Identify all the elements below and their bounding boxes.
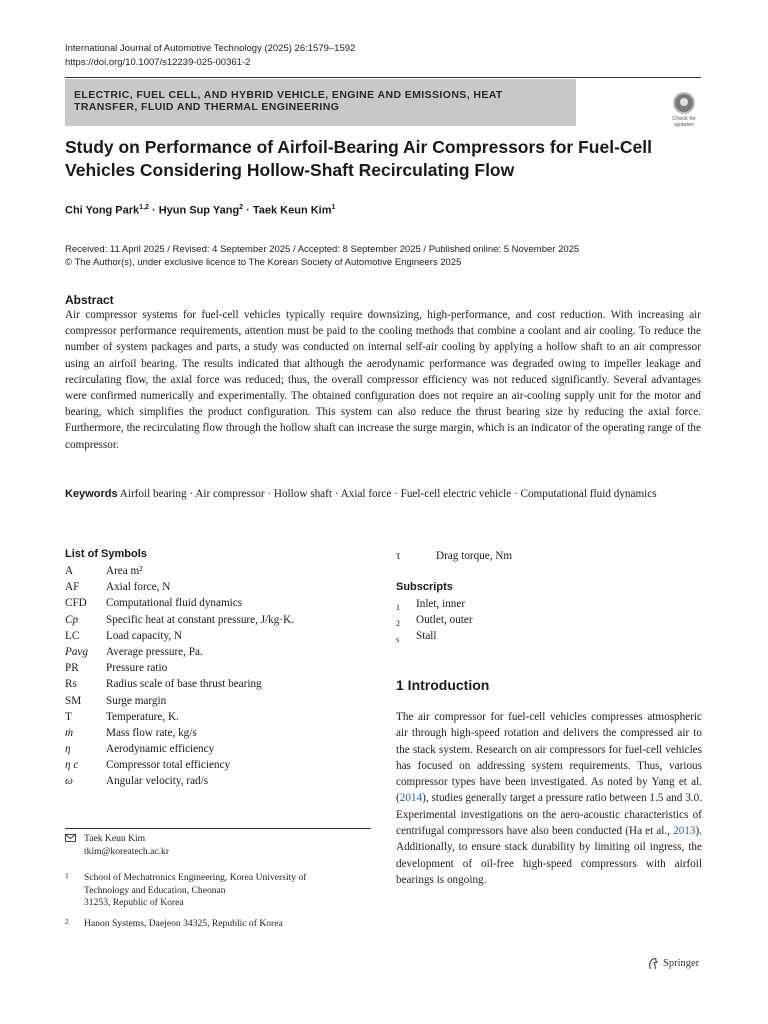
subscripts-list bbox=[396, 596, 696, 645]
affiliation-line: School of Mechatronics Engineering, Korea University of bbox=[84, 872, 307, 883]
category-line-1: ELECTRIC, FUEL CELL, AND HYBRID VEHICLE, ENGINE AND EMISSIONS, HEAT bbox=[74, 89, 503, 101]
keywords-text: Airfoil bearing · Air compressor · Hollow shaft · Axial force · Fuel-cell electric vehicle · Computational fluid dynamics bbox=[119, 488, 657, 500]
affiliation-2 bbox=[84, 918, 364, 931]
symbol: ω bbox=[65, 775, 73, 788]
subscript-row bbox=[396, 612, 696, 628]
abstract-text: Air compressor systems for fuel-cell vehicles typically require downsizing, high-performance, and cost reduction. With increasing air compressor performance requirements, attention must be paid to the cooling methods that combine a coolant and air cooling. To reduce the number of system packages and parts, a study was conducted on internal self-air cooling by applying a hollow shaft to an air compressor using an airfoil bearing. The results indicated that although the aerodynamic performance was degraded owing to impeller leakage and recirculating flow, the axial force was reduced; thus, the overall compressor efficiency was not reduced significantly. Several advantages were confirmed numerically and experimentally. The obtained configuration does not require an air-cooling supply unit for the motor and bearing, which simplifies the product configuration. This system can also reduce the thrust bearing size by reducing the axial force. Furthermore, the recirculating flow through the hollow shaft can increase the surge margin, which is an indicator of the operating range of the compressor. bbox=[65, 309, 701, 451]
author-list bbox=[65, 204, 335, 217]
intro-text-part: ), studies generally target a pressure ratio between 1.5 and 3.0. Experimental investigations on the aero-acoustic characteristics of centrifugal compressors have also been conducted (Ha et al., bbox=[396, 792, 702, 838]
introduction-text bbox=[396, 709, 702, 888]
intro-text-part: ). Additionally, to ensure stack durability by limiting oil ingress, the development of oil-free high-speed compressors with airfoil bearings is ongoing. bbox=[396, 825, 702, 886]
symbol-description: Temperature, K. bbox=[106, 710, 179, 723]
subscript: 2 bbox=[396, 619, 400, 629]
affiliation-line: Technology and Education, Cheonan bbox=[84, 884, 226, 896]
journal-line: International Journal of Automotive Technology (2025) 26:1579–1592 bbox=[65, 43, 356, 54]
symbol: CFD bbox=[65, 597, 87, 610]
symbol: Pavg bbox=[65, 645, 88, 658]
author-name[interactable]: Taek Keun Kim bbox=[252, 204, 332, 217]
symbol-description: Axial force, N bbox=[106, 581, 171, 594]
footnote-rule bbox=[65, 828, 371, 829]
header-rule bbox=[65, 77, 701, 78]
subscripts-heading: Subscripts bbox=[396, 581, 453, 593]
category-line-2: TRANSFER, FLUID AND THERMAL ENGINEERING bbox=[74, 101, 340, 113]
publisher-name: Springer bbox=[663, 958, 700, 969]
symbol-row bbox=[65, 612, 375, 628]
symbol-description: Computational fluid dynamics bbox=[106, 597, 243, 610]
symbol-description: Aerodynamic efficiency bbox=[106, 743, 215, 756]
symbol: η bbox=[65, 743, 71, 756]
intro-text-part: The air compressor for fuel-cell vehicles compresses atmospheric air through high-speed rotation and delivers the compressed air to the stack system. Research on air compressors for fuel-cell vehicles has focused on addressing system requirements. Thus, various compressor types have been investigated. As noted by Yang et al. ( bbox=[396, 711, 702, 805]
symbol-row bbox=[65, 693, 375, 709]
author-separator: · bbox=[243, 204, 253, 217]
symbol-description: Compressor total efficiency bbox=[106, 759, 231, 772]
affiliation-mark: 1 bbox=[331, 204, 336, 211]
symbol: τ bbox=[396, 550, 401, 562]
subscript-description: Inlet, inner bbox=[416, 598, 466, 610]
abstract-heading: Abstract bbox=[65, 293, 114, 307]
subscript-description: Stall bbox=[416, 630, 437, 643]
symbol-description: Area m² bbox=[106, 565, 143, 577]
symbol: ṁ bbox=[65, 726, 74, 739]
symbol-description: Mass flow rate, kg/s bbox=[106, 726, 197, 739]
symbol-row bbox=[65, 676, 375, 692]
check-for-updates-badge[interactable] bbox=[666, 92, 702, 130]
symbol-row bbox=[65, 725, 375, 741]
symbol-description: Drag torque, Nm bbox=[436, 550, 513, 562]
symbol: η c bbox=[65, 759, 79, 772]
symbol-row bbox=[65, 660, 375, 676]
dates-line: Received: 11 April 2025 / Revised: 4 September 2025 / Accepted: 8 September 2025 / Published online: 5 November 2025 bbox=[65, 244, 580, 255]
journal-citation bbox=[65, 42, 355, 70]
symbol-description: Load capacity, N bbox=[106, 629, 182, 642]
subscript: 1 bbox=[396, 603, 400, 612]
symbol-description: Angular velocity, rad/s bbox=[106, 775, 209, 788]
symbol-row bbox=[65, 757, 375, 773]
corresponding-author bbox=[84, 833, 364, 858]
symbol: AF bbox=[65, 581, 80, 594]
symbol: Cp bbox=[65, 613, 79, 626]
symbol-row bbox=[65, 773, 375, 789]
publisher-logo bbox=[647, 957, 699, 970]
corresponding-name: Taek Keun Kim bbox=[84, 833, 146, 844]
symbol-row bbox=[65, 579, 375, 595]
symbol: SM bbox=[65, 694, 82, 707]
symbols-heading: List of Symbols bbox=[65, 548, 147, 560]
symbol-row bbox=[65, 563, 375, 579]
author-name[interactable]: Chi Yong Park bbox=[65, 204, 140, 217]
symbol-description: Specific heat at constant pressure, J/kg·K. bbox=[106, 613, 294, 626]
subscript: s bbox=[396, 635, 400, 645]
keywords-block bbox=[65, 486, 701, 503]
affiliation-mark: 2 bbox=[65, 917, 69, 926]
symbol: T bbox=[65, 710, 72, 723]
symbols-list bbox=[65, 563, 375, 790]
symbol-row bbox=[65, 644, 375, 660]
symbol-row bbox=[65, 595, 375, 611]
symbol: Rs bbox=[65, 678, 77, 691]
crossmark-label: Check for updates bbox=[672, 116, 696, 128]
symbol-description: Surge margin bbox=[106, 694, 167, 707]
symbol: A bbox=[65, 565, 74, 577]
author-separator: · bbox=[148, 204, 159, 217]
symbol-description: Radius scale of base thrust bearing bbox=[106, 678, 262, 691]
introduction-heading: 1 Introduction bbox=[396, 677, 490, 693]
keywords-label: Keywords bbox=[65, 488, 118, 500]
symbol-description: Pressure ratio bbox=[106, 662, 168, 675]
affiliation-line: 31253, Republic of Korea bbox=[84, 897, 184, 908]
symbol: LC bbox=[65, 629, 80, 642]
citation-link[interactable]: 2014 bbox=[399, 792, 423, 805]
symbol-row-tau bbox=[396, 548, 696, 564]
category-label bbox=[74, 89, 574, 113]
copyright-line: © The Author(s), under exclusive licence to The Korean Society of Automotive Engineers 2025 bbox=[65, 257, 462, 268]
subscript-row bbox=[396, 596, 696, 612]
publication-history bbox=[65, 243, 579, 269]
affiliation-line: Hanon Systems, Daejeon 34325, Republic of Korea bbox=[84, 918, 283, 929]
envelope-icon bbox=[65, 834, 81, 847]
affiliation-mark: 1,2 bbox=[139, 204, 149, 211]
crossmark-icon bbox=[673, 92, 695, 114]
symbol-row bbox=[65, 628, 375, 644]
author-name[interactable]: Hyun Sup Yang bbox=[158, 204, 240, 217]
paper-title: Study on Performance of Airfoil-Bearing Air Compressors for Fuel-Cell Vehicles Considering Hollow-Shaft Recirculating Flow bbox=[65, 137, 652, 180]
symbol-row bbox=[65, 741, 375, 757]
citation-link[interactable]: 2013 bbox=[673, 825, 696, 838]
doi-link[interactable]: https://doi.org/10.1007/s12239-025-00361-2 bbox=[65, 57, 251, 68]
symbol-description: Average pressure, Pa. bbox=[106, 645, 203, 658]
subscript-description: Outlet, outer bbox=[416, 614, 473, 627]
affiliation-mark: 2 bbox=[239, 204, 244, 211]
springer-horse-icon bbox=[647, 957, 659, 970]
affiliation-1 bbox=[84, 872, 364, 910]
subscript-row bbox=[396, 628, 696, 644]
corresponding-email[interactable]: tkim@koreatech.ac.kr bbox=[84, 845, 170, 857]
symbol-row bbox=[65, 709, 375, 725]
symbol: PR bbox=[65, 662, 79, 675]
affiliation-mark: 1 bbox=[65, 871, 69, 880]
